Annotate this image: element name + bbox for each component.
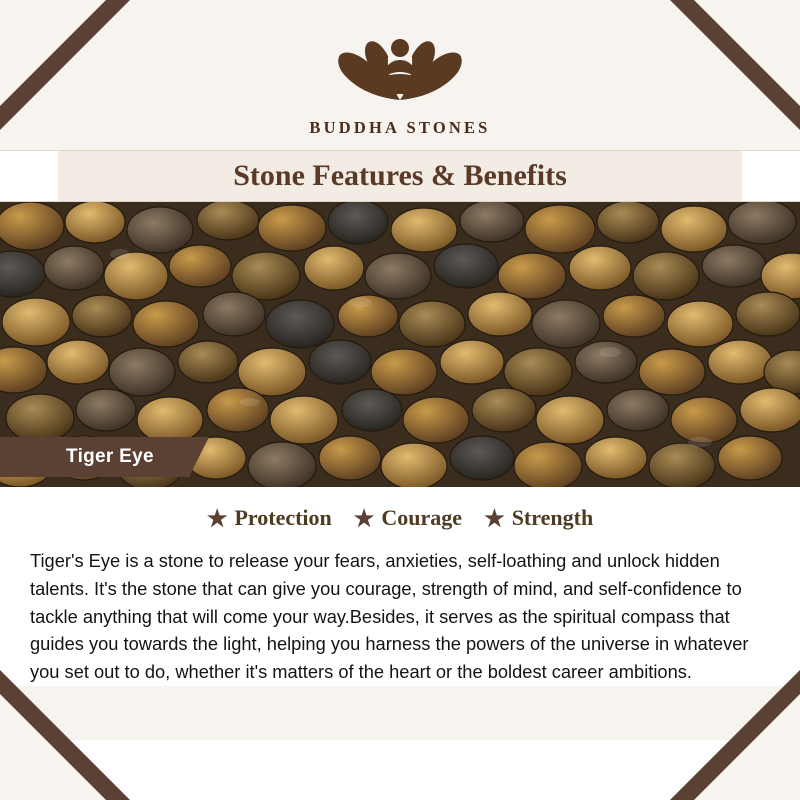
star-icon: ★ bbox=[353, 505, 375, 531]
benefit-label: Protection bbox=[234, 505, 332, 530]
benefit-item bbox=[207, 505, 332, 531]
lotus-meditation-icon bbox=[316, 22, 484, 114]
hero-image bbox=[0, 202, 800, 487]
stone-name-label: Tiger Eye bbox=[0, 437, 188, 477]
page-title: Stone Features & Benefits bbox=[233, 159, 567, 192]
brand-name: BUDDHA STONES bbox=[309, 118, 491, 137]
benefits-row bbox=[0, 487, 800, 537]
benefit-label: Courage bbox=[381, 505, 463, 530]
benefit-label: Strength bbox=[511, 505, 594, 530]
brand-header bbox=[0, 0, 800, 138]
benefit-item bbox=[484, 505, 593, 531]
star-icon: ★ bbox=[206, 505, 228, 531]
star-icon: ★ bbox=[484, 505, 505, 531]
section-title-bar bbox=[0, 150, 800, 202]
stone-description: Tiger's Eye is a stone to release your fears, anxieties, self-loathing and unlock hidden talents. It's the stone that can give you courage, strength of mind, and self-confidence to tackle anything that will come your way.Besides, it serves as the spiritual compass that guides you towards the light, helping you harness the powers of the universe in whatever you set out to do, whether it's matters of the heart or the boldest career ambitions. bbox=[0, 537, 800, 686]
benefit-item bbox=[354, 505, 462, 531]
